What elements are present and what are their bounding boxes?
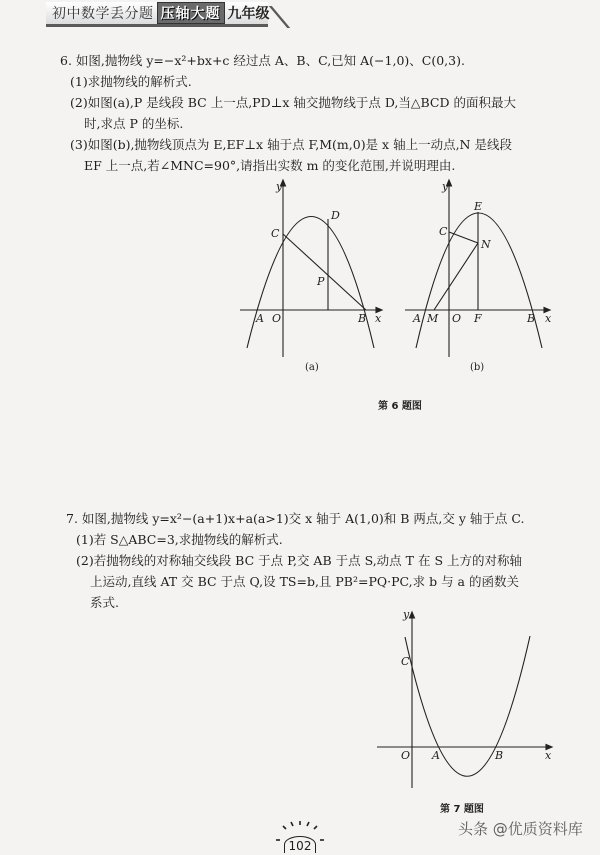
figure-6b-caption: (b) (470, 362, 485, 373)
label-x: x (375, 312, 382, 325)
label-e: E (474, 200, 483, 213)
label-n: N (481, 238, 491, 251)
figure-7-labels (401, 608, 552, 762)
q7-part1: (1)若 S△ABC=3,求抛物线的解析式. (76, 532, 283, 547)
label-y: y (403, 608, 410, 621)
label-o: O (452, 312, 462, 325)
section-badge: 压轴大题 (157, 2, 225, 24)
label-p: P (317, 275, 325, 288)
label-a: A (256, 312, 264, 325)
parabola (416, 213, 542, 348)
label-b: B (527, 312, 536, 325)
label-b: B (495, 749, 504, 762)
segment-mn (434, 243, 478, 310)
parabola (405, 636, 530, 776)
label-c: C (401, 655, 410, 668)
parabola (247, 217, 374, 349)
book-title: 初中数学丢分题 (52, 6, 154, 22)
figure-6-caption: 第 6 题图 (378, 401, 422, 412)
q6-part1: (1)求抛物线的解析式. (70, 74, 192, 89)
watermark: 头条 @优质资料库 (458, 820, 583, 838)
label-y: y (276, 180, 283, 193)
q6-part2-cont: 时,求点 P 的坐标. (84, 116, 184, 131)
label-y: y (442, 180, 449, 193)
label-o: O (401, 749, 411, 762)
figure-6a-labels (255, 180, 382, 325)
figure-6a-caption: (a) (305, 362, 319, 373)
segment-cn (449, 232, 478, 243)
q7-part2-cont: 上运动,直线 AT 交 BC 于点 Q,设 TS=b,且 PB²=PQ·PC,求 b 与 a 的函数关 (90, 574, 519, 589)
q7-stem: 7. 如图,抛物线 y=x²−(a+1)x+a(a>1)交 x 轴于 A(1,0)和 B 两点,交 y 轴于点 C. (66, 511, 525, 526)
question-7 (66, 508, 524, 613)
figure-7-caption: 第 7 题图 (440, 804, 484, 815)
figure-6a (240, 180, 382, 357)
label-o: O (272, 312, 282, 325)
label-c: C (439, 225, 448, 238)
figure-6b-labels (412, 180, 552, 325)
grade-label: 九年级 (227, 6, 270, 22)
q6-part2: (2)如图(a),P 是线段 BC 上一点,PD⊥x 轴交抛物线于点 D,当△BCD 的面积最大 (70, 95, 516, 110)
label-x: x (545, 312, 552, 325)
label-a: A (432, 749, 440, 762)
segment-bc (283, 234, 366, 310)
q6-stem: 6. 如图,抛物线 y=−x²+bx+c 经过点 A、B、C,已知 A(−1,0)、C(0,3). (60, 53, 465, 68)
page-number: 102 (284, 836, 316, 853)
label-m: M (427, 312, 439, 325)
label-c: C (271, 227, 280, 240)
label-a: A (413, 312, 421, 325)
q6-part3-cont: EF 上一点,若∠MNC=90°,请指出实数 m 的变化范围,并说明理由. (84, 158, 456, 173)
label-b: B (358, 312, 367, 325)
label-f: F (474, 312, 482, 325)
q7-part2: (2)若抛物线的对称轴交线段 BC 于点 P,交 AB 于点 S,动点 T 在 S 上方的对称轴 (76, 553, 522, 568)
q7-part2-end: 系式. (90, 595, 119, 610)
q6-part3: (3)如图(b),抛物线顶点为 E,EF⊥x 轴于点 F,M(m,0)是 x 轴上一动点,N 是线段 (70, 137, 512, 152)
label-d: D (331, 209, 340, 222)
label-x: x (545, 749, 552, 762)
